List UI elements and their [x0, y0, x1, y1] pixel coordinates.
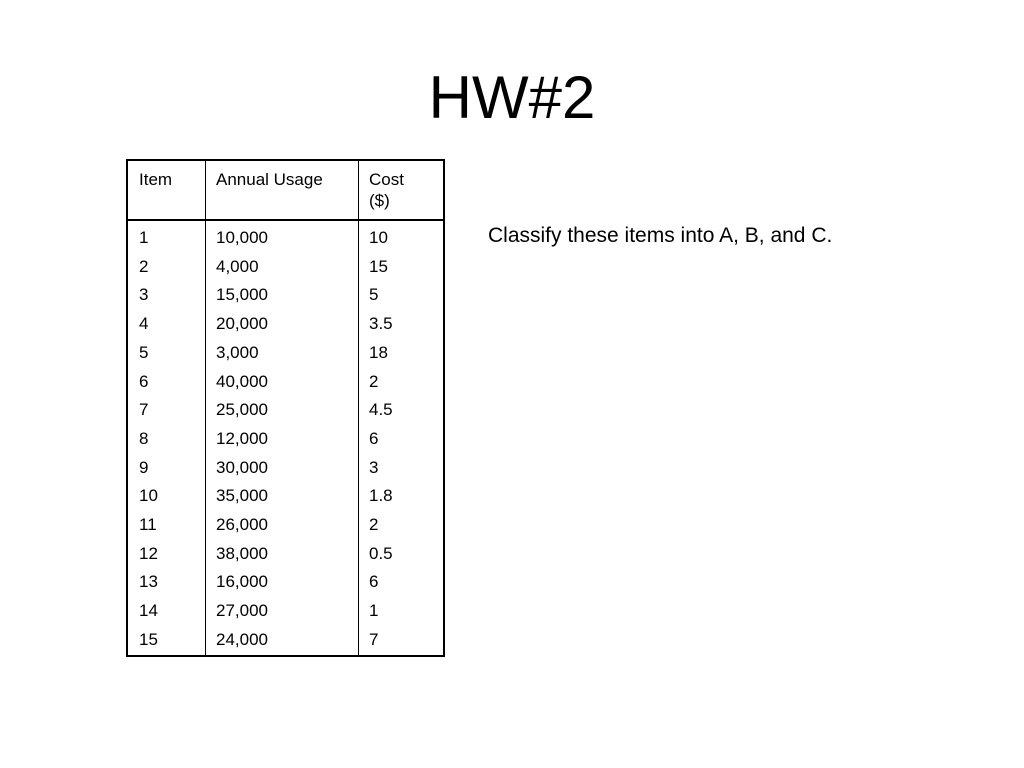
item-cell: 3 — [139, 285, 149, 305]
annual-usage-cell: 20,000 — [216, 314, 268, 334]
item-cell: 2 — [139, 256, 149, 276]
item-cell: 11 — [139, 515, 157, 535]
annual-usage-cell: 35,000 — [216, 486, 268, 506]
item-cell: 7 — [139, 400, 149, 420]
cost-cell: 3 — [369, 457, 379, 477]
annual-usage-column — [216, 224, 354, 655]
column-divider — [358, 161, 359, 655]
cost-cell: 10 — [369, 228, 388, 247]
annual-usage-cell: 15,000 — [216, 285, 268, 305]
annual-usage-cell: 27,000 — [216, 601, 268, 621]
item-cell: 12 — [139, 543, 158, 563]
annual-usage-cell: 16,000 — [216, 572, 268, 592]
cost-cell: 0.5 — [369, 543, 393, 563]
item-column — [139, 224, 201, 655]
header-annual-usage: Annual Usage — [216, 170, 323, 189]
header-cost-unit: ($) — [369, 191, 390, 210]
header-cost — [369, 169, 429, 211]
item-cell: 5 — [139, 342, 149, 362]
cost-cell: 7 — [369, 629, 379, 649]
header-item: Item — [139, 170, 173, 189]
annual-usage-cell: 40,000 — [216, 371, 268, 391]
header-divider — [128, 219, 443, 221]
annual-usage-cell: 12,000 — [216, 428, 268, 448]
cost-cell: 15 — [369, 256, 388, 276]
item-cell: 13 — [139, 572, 158, 592]
item-cell: 15 — [139, 629, 158, 649]
cost-cell: 1.8 — [369, 486, 393, 506]
cost-cell: 2 — [369, 515, 379, 535]
item-cell: 9 — [139, 457, 149, 477]
cost-cell: 6 — [369, 428, 379, 448]
slide-title: HW#2 — [428, 64, 596, 131]
column-divider — [205, 161, 206, 655]
cost-column — [369, 224, 441, 655]
annual-usage-cell: 3,000 — [216, 342, 259, 362]
annual-usage-cell: 4,000 — [216, 256, 259, 276]
annual-usage-cell: 26,000 — [216, 515, 268, 535]
cost-cell: 1 — [369, 601, 379, 621]
item-cell: 1 — [139, 228, 149, 247]
item-cell: 10 — [139, 486, 158, 506]
cost-cell: 6 — [369, 572, 379, 592]
inventory-table — [126, 159, 445, 657]
cost-cell: 5 — [369, 285, 379, 305]
instruction-text: Classify these items into A, B, and C. — [488, 224, 833, 247]
cost-cell: 3.5 — [369, 314, 393, 334]
cost-cell: 4.5 — [369, 400, 393, 420]
item-cell: 6 — [139, 371, 149, 391]
item-cell: 4 — [139, 314, 149, 334]
cost-cell: 2 — [369, 371, 379, 391]
annual-usage-cell: 25,000 — [216, 400, 268, 420]
annual-usage-cell: 30,000 — [216, 457, 268, 477]
header-cost-label: Cost — [369, 170, 404, 189]
annual-usage-cell: 24,000 — [216, 629, 268, 649]
cost-cell: 18 — [369, 342, 388, 362]
annual-usage-cell: 10,000 — [216, 228, 268, 247]
item-cell: 8 — [139, 428, 149, 448]
annual-usage-cell: 38,000 — [216, 543, 268, 563]
item-cell: 14 — [139, 601, 158, 621]
